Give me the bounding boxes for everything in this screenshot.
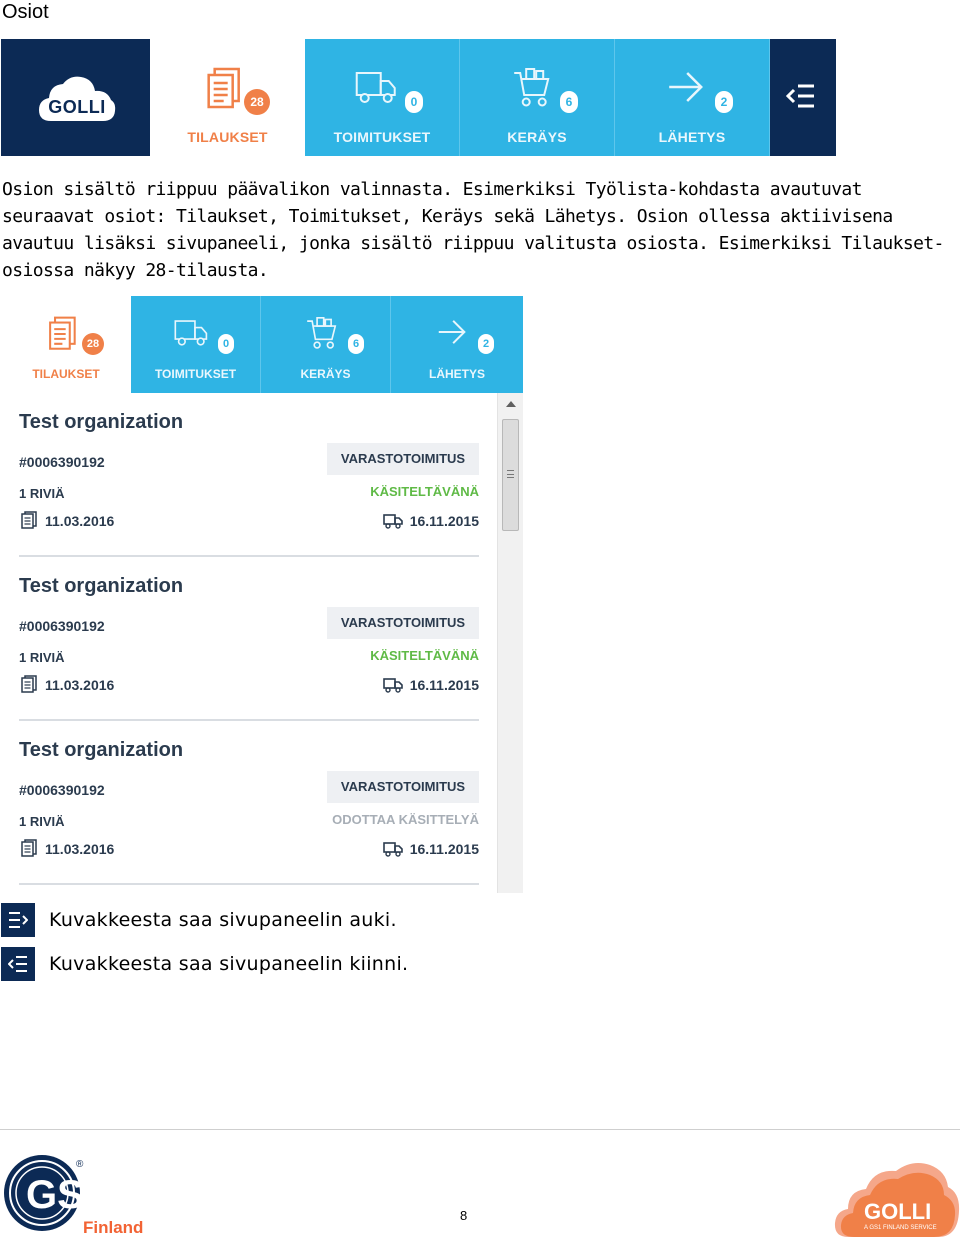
page-heading: Osiot: [2, 1, 49, 23]
truck-icon: [383, 513, 403, 529]
tab-badge: 6: [560, 91, 578, 113]
order-list: [1, 393, 497, 893]
panel-tab-lahetys[interactable]: [391, 296, 523, 393]
tab-tilaukset[interactable]: [150, 39, 305, 156]
gs1-country: Finland: [83, 1218, 144, 1237]
tab-badge: 0: [405, 91, 423, 113]
logo-text: GOLLI: [48, 97, 106, 117]
order-date: 11.03.2016: [45, 513, 115, 529]
scroll-thumb[interactable]: [502, 419, 519, 531]
tab-badge: 2: [715, 91, 733, 113]
golli-footer-text: GOLLI: [864, 1199, 932, 1224]
delivery-date: 16.11.2015: [409, 677, 479, 693]
delivery-date: 16.11.2015: [409, 513, 479, 529]
panel-close-icon: [786, 83, 816, 109]
truck-icon: [383, 841, 403, 857]
grip-icon: [507, 470, 514, 478]
order-card[interactable]: [19, 721, 479, 885]
order-organization: Test organization: [19, 739, 184, 761]
truck-icon: [173, 316, 209, 349]
order-rows: 1 RIVIÄ: [19, 650, 65, 665]
tab-label: LÄHETYS: [428, 367, 485, 381]
tab-badge: 28: [244, 89, 270, 115]
order-number: #0006390192: [19, 618, 105, 634]
page-number: 8: [460, 1208, 468, 1223]
main-navigation: [1, 39, 838, 156]
tab-label: KERÄYS: [300, 367, 351, 381]
panel-open-icon[interactable]: [1, 903, 35, 937]
order-status: KÄSITELTÄVÄNÄ: [370, 648, 479, 663]
order-status: ODOTTAA KÄSITTELYÄ: [332, 812, 479, 827]
legend-close: [1, 947, 408, 981]
footer-divider: [0, 1129, 960, 1130]
golli-logo[interactable]: [1, 39, 150, 156]
description-paragraph: Osion sisältö riippuu päävalikon valinnasta. Esimerkiksi Työlista-kohdasta avautuvat seuraavat osiot: Tilaukset, Toimitukset, Keräys sekä Lähetys. Osion ollessa aktiivisena avautuu lisäksi sivupaneeli, jonka sisältö riippuu valitusta osiosta. Esimerkiksi Tilaukset-osiossa näkyy 28-tilausta.: [2, 179, 944, 281]
order-date: 11.03.2016: [45, 841, 115, 857]
truck-icon: [383, 677, 403, 693]
panel-tabs: [1, 296, 523, 393]
golli-footer-logo-icon: [834, 1155, 960, 1239]
cart-icon: [512, 67, 552, 109]
tab-label: TOIMITUKSET: [333, 129, 431, 145]
tab-badge: 6: [348, 334, 364, 354]
tab-badge: 2: [478, 334, 494, 354]
order-number: #0006390192: [19, 454, 105, 470]
arrow-right-icon: [667, 67, 707, 107]
legend-open-text: Kuvakkeesta saa sivupaneelin auki.: [49, 909, 397, 931]
arrow-right-icon: [437, 316, 469, 348]
panel-close-icon[interactable]: [1, 947, 35, 981]
panel-tab-tilaukset[interactable]: [1, 296, 131, 393]
svg-text:®: ®: [76, 1159, 84, 1170]
side-panel: [1, 296, 523, 893]
tab-badge: 0: [218, 334, 234, 354]
order-organization: Test organization: [19, 575, 184, 597]
document-icon: [47, 316, 77, 352]
tab-toimitukset[interactable]: [305, 39, 460, 156]
legend-close-text: Kuvakkeesta saa sivupaneelin kiinni.: [49, 953, 409, 975]
delivery-date: 16.11.2015: [409, 841, 479, 857]
order-date: 11.03.2016: [45, 677, 115, 693]
gs1-text: GS1: [26, 1173, 107, 1217]
document-icon: [21, 511, 37, 529]
collapse-panel-button[interactable]: [770, 39, 836, 156]
tab-label: TOIMITUKSET: [154, 367, 237, 381]
order-card[interactable]: [19, 393, 479, 557]
order-type: VARASTOTOIMITUS: [327, 443, 479, 475]
tab-label: TILAUKSET: [187, 129, 268, 145]
document-icon: [21, 839, 37, 857]
order-type: VARASTOTOIMITUS: [327, 607, 479, 639]
document-icon: [205, 67, 241, 111]
truck-icon: [355, 67, 399, 107]
panel-tab-kerays[interactable]: [261, 296, 391, 393]
legend-open: [1, 903, 397, 937]
scroll-up-arrow-icon[interactable]: [506, 401, 516, 407]
tab-label: TILAUKSET: [32, 367, 100, 381]
tab-badge: 28: [82, 333, 104, 355]
order-rows: 1 RIVIÄ: [19, 486, 65, 501]
tab-kerays[interactable]: [460, 39, 615, 156]
cart-icon: [305, 316, 338, 351]
order-number: #0006390192: [19, 782, 105, 798]
order-rows: 1 RIVIÄ: [19, 814, 65, 829]
golli-footer-tagline: A GS1 FINLAND SERVICE: [864, 1225, 937, 1231]
tab-lahetys[interactable]: [615, 39, 770, 156]
document-icon: [21, 675, 37, 693]
tab-label: LÄHETYS: [658, 129, 726, 145]
order-type: VARASTOTOIMITUS: [327, 771, 479, 803]
order-card[interactable]: [19, 557, 479, 721]
order-status: KÄSITELTÄVÄNÄ: [370, 484, 479, 499]
panel-scrollbar[interactable]: [497, 393, 523, 893]
panel-tab-toimitukset[interactable]: [131, 296, 261, 393]
tab-label: KERÄYS: [507, 129, 567, 145]
order-organization: Test organization: [19, 411, 184, 433]
